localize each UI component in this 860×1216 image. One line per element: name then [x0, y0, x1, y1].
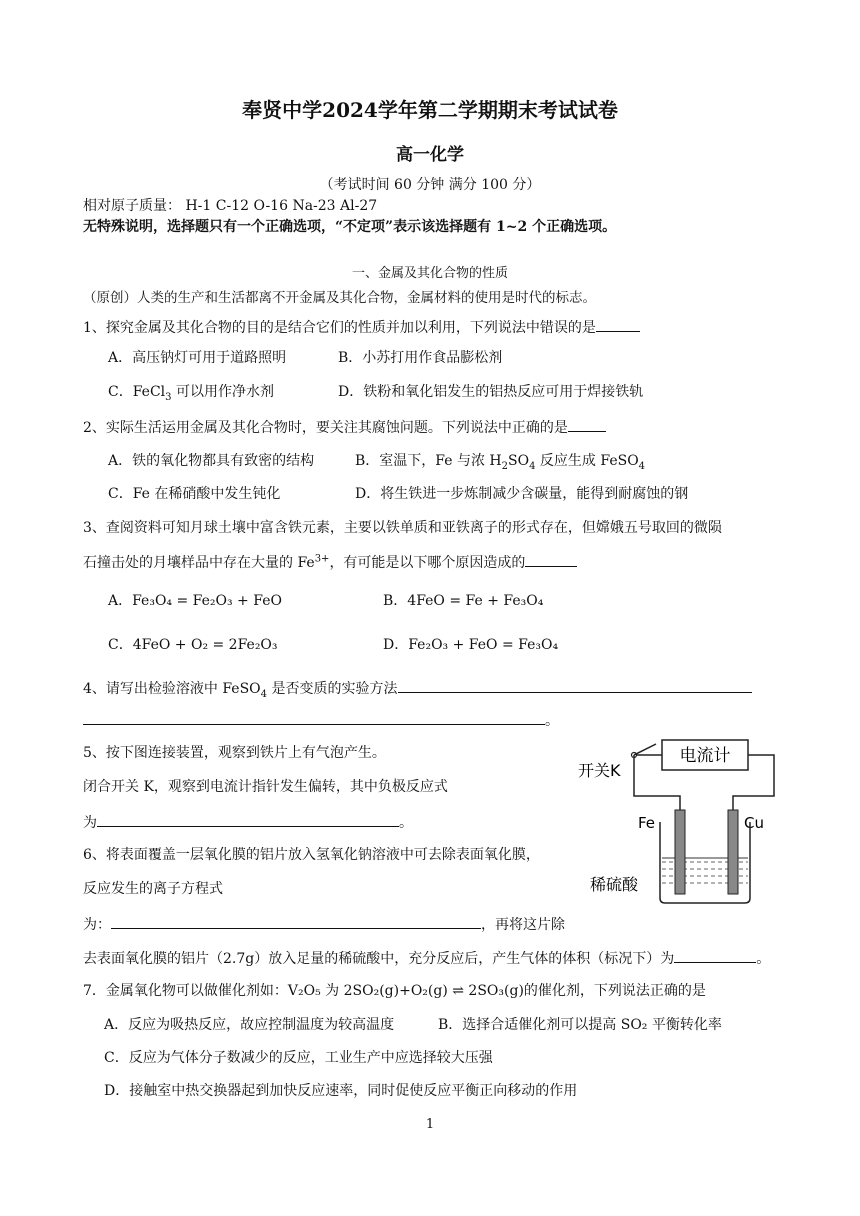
fe-electrode: [675, 810, 685, 894]
q1-option-d: D．铁粉和氧化铝发生的铝热反应可用于焊接铁轨: [338, 384, 644, 400]
q3-option-c: C．4FeO + O₂ = 2Fe₂O₃: [108, 637, 278, 653]
fe-label: Fe: [638, 814, 656, 832]
q7-stem: 7．金属氧化物可以做催化剂如：V₂O₅ 为 2SO₂(g)+O₂(g) ⇌ 2SO₃(g)的催化剂，下列说法正确的是: [83, 983, 706, 999]
q2-stem: 2、实际生活运用金属及其化合物时，要关注其腐蚀问题。下列说法中正确的是: [83, 417, 606, 437]
cu-electrode: [728, 810, 738, 894]
q7-option-d: D．接触室中热交换器起到加快反应速率，同时促使反应平衡正向移动的作用: [104, 1083, 578, 1099]
switch-label: 开关K: [578, 761, 621, 780]
q3-option-b: B．4FeO = Fe + Fe₃O₄: [383, 593, 544, 609]
switch-lever: [634, 744, 656, 755]
q5-line3: 为 。: [83, 812, 413, 832]
wire-left-down: [634, 768, 680, 810]
electrochemical-cell-diagram: [574, 738, 784, 906]
q4-stem: 4、请写出检验溶液中 FeSO$_4$ 是否变质的实验方法: [83, 678, 752, 698]
answer-blank[interactable]: [568, 417, 606, 432]
q3-line1: 3、查阅资料可知月球土壤中富含铁元素，主要以铁单质和亚铁离子的形式存在，但嫦娥五号取回的微陨: [83, 520, 722, 536]
q6-line2: 反应发生的离子方程式: [83, 881, 223, 897]
exam-info: （考试时间 60 分钟 满分 100 分）: [319, 177, 541, 193]
q2-option-c: C．Fe 在稀硝酸中发生钝化: [108, 486, 281, 502]
q1-option-a: A．高压钠灯可用于道路照明: [108, 350, 287, 366]
q6-line4: 去表面氧化膜的铝片（2.7g）放入足量的稀硫酸中，充分反应后，产生气体的体积（标况下）为 。: [83, 948, 770, 968]
answer-blank[interactable]: [111, 914, 481, 929]
current-meter-label: 电流计: [679, 746, 731, 766]
q7-option-c: C．反应为气体分子数减少的反应，工业生产中应选择较大压强: [104, 1050, 493, 1066]
q2-option-d: D．将生铁进一步炼制减少含碳量，能得到耐腐蚀的钢: [355, 486, 689, 502]
cu-label: Cu: [744, 814, 764, 832]
answer-blank[interactable]: [674, 948, 756, 963]
q5-line1: 5、按下图连接装置，观察到铁片上有气泡产生。: [83, 745, 386, 761]
q3-option-a: A．Fe₃O₄ = Fe₂O₃ + FeO: [108, 593, 282, 609]
answer-blank[interactable]: [398, 678, 752, 693]
q6-line1: 6、将表面覆盖一层氧化膜的铝片放入氢氧化钠溶液中可去除表面氧化膜，: [83, 847, 540, 863]
subject-title: 高一化学: [396, 145, 464, 165]
q3-line2: 石撞击处的月壤样品中存在大量的 $Fe^{3+}$，有可能是以下哪个原因造成的: [83, 552, 577, 572]
q2-option-a: A．铁的氧化物都具有致密的结构: [108, 453, 315, 469]
q6-line3: 为： ，再将这片除: [83, 914, 565, 934]
section-title: 一、金属及其化合物的性质: [351, 266, 508, 281]
q7-option-b: B．选择合适催化剂可以提高 SO₂ 平衡转化率: [438, 1017, 722, 1033]
atomic-masses: 相对原子质量： H-1 C-12 O-16 Na-23 Al-27: [83, 198, 378, 214]
acid-label: 稀硫酸: [590, 875, 639, 894]
q1-option-b: B．小苏打用作食品膨松剂: [338, 350, 503, 366]
answer-blank[interactable]: [525, 552, 577, 567]
exam-title: 奉贤中学2024学年第二学期期末考试试卷: [242, 98, 618, 122]
q3-option-d: D．Fe₂O₃ + FeO = Fe₃O₄: [383, 637, 559, 653]
q7-option-a: A．反应为吸热反应，故应控制温度为较高温度: [104, 1017, 395, 1033]
instructions: 无特殊说明，选择题只有一个正确选项，“不定项”表示该选择题有 1~2 个正确选项。: [83, 219, 617, 235]
section-intro: （原创）人类的生产和生活都离不开金属及其化合物，金属材料的使用是时代的标志。: [83, 290, 596, 306]
answer-blank[interactable]: [97, 812, 399, 827]
q1-option-c: C．FeCl$_3$ 可以用作净水剂: [108, 384, 274, 403]
answer-blank[interactable]: [596, 317, 640, 332]
answer-blank[interactable]: [83, 710, 545, 725]
q1-stem: 1、探究金属及其化合物的目的是结合它们的性质并加以利用，下列说法中错误的是: [83, 317, 640, 337]
page-number: 1: [425, 1117, 435, 1132]
q5-line2: 闭合开关 K，观察到电流计指针发生偏转，其中负极反应式: [83, 779, 448, 795]
q2-option-b: B．室温下，Fe 与浓 $H_2SO_4$ 反应生成 FeSO$_4$: [355, 453, 646, 472]
q4-line2: 。: [83, 710, 559, 730]
